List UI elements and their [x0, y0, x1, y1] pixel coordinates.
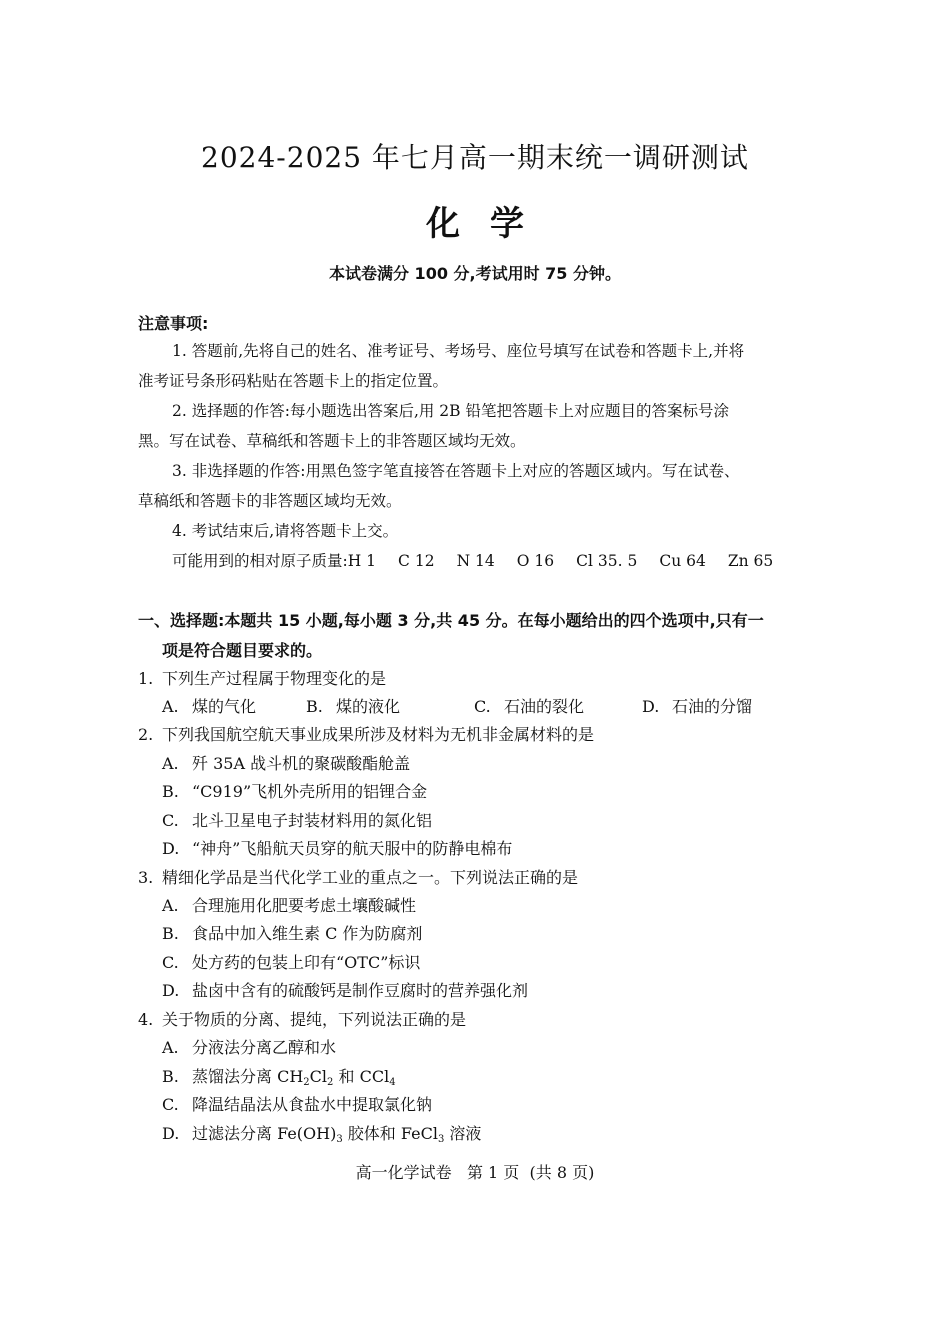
formula-subscript: 2 — [327, 1077, 334, 1088]
option-label: D. — [162, 981, 180, 1000]
formula-part: 和 CCl — [333, 1067, 390, 1086]
option-label: C. — [162, 811, 179, 830]
option — [642, 693, 752, 721]
formula-part: 蒸馏法分离 CH — [192, 1067, 304, 1086]
atomic-mass-line — [172, 546, 773, 576]
option — [162, 835, 512, 863]
question-number: 2. — [138, 725, 154, 744]
footer-page-number: 第 1 页 — [466, 1163, 520, 1182]
option — [162, 807, 432, 835]
option-text: 北斗卫星电子封装材料用的氮化铝 — [192, 811, 433, 830]
question-stem — [138, 665, 386, 693]
footer-page-total: (共 8 页) — [529, 1163, 595, 1182]
formula-part: 溶液 — [444, 1124, 482, 1143]
note-line: 黑。写在试卷、草稿纸和答题卡上的非答题区域均无效。 — [138, 432, 526, 450]
option — [162, 778, 427, 806]
atomic-mass-item: Zn 65 — [727, 552, 774, 570]
option-label: A. — [162, 697, 179, 716]
option-text: 歼 35A 战斗机的聚碳酸酯舱盖 — [192, 754, 411, 773]
option-label: B. — [162, 924, 179, 943]
note-item — [138, 336, 814, 396]
option — [162, 949, 420, 977]
note-item — [138, 456, 814, 516]
option-label: A. — [162, 896, 179, 915]
note-line: 2. 选择题的作答:每小题选出答案后,用 2B 铅笔把答题卡上对应题目的答案标号涂 — [172, 402, 729, 420]
atomic-mass-item: H 1 — [347, 552, 377, 570]
note-line: 草稿纸和答题卡的非答题区域均无效。 — [138, 492, 402, 510]
question-text: 精细化学品是当代化学工业的重点之一。下列说法正确的是 — [162, 868, 579, 887]
option-label: D. — [642, 697, 660, 716]
option-text: 分液法分离乙醇和水 — [192, 1038, 337, 1057]
note-line: 准考证号条形码粘贴在答题卡上的指定位置。 — [138, 372, 449, 390]
section-heading-line: 一、选择题:本题共 15 小题,每小题 3 分,共 45 分。在每小题给出的四个选项中,只有一 — [138, 611, 764, 630]
page-footer — [0, 1160, 950, 1183]
atomic-mass-item: Cl 35. 5 — [576, 552, 638, 570]
question-stem — [138, 864, 578, 892]
question-number: 4. — [138, 1010, 154, 1029]
option-text: 食品中加入维生素 C 作为防腐剂 — [192, 924, 423, 943]
option — [162, 892, 416, 920]
option-text: 处方药的包装上印有“OTC”标识 — [192, 953, 421, 972]
option-label: A. — [162, 754, 179, 773]
option-text: “C919”飞机外壳所用的铝锂合金 — [192, 782, 428, 801]
option-text — [192, 1067, 396, 1086]
option-label: C. — [162, 1095, 179, 1114]
atomic-mass-item: N 14 — [456, 552, 495, 570]
option — [162, 920, 422, 948]
formula-subscript: 2 — [303, 1077, 310, 1088]
option-text: 煤的气化 — [192, 697, 257, 716]
option-text: “神舟”飞船航天员穿的航天服中的防静电棉布 — [192, 839, 513, 858]
formula-part: 过滤法分离 Fe(OH) — [192, 1124, 337, 1143]
question-number: 1. — [138, 669, 154, 688]
note-line: 3. 非选择题的作答:用黑色签字笔直接答在答题卡上对应的答题区域内。写在试卷、 — [172, 462, 740, 480]
option-text: 石油的分馏 — [672, 697, 753, 716]
option — [162, 693, 256, 721]
question-text: 下列生产过程属于物理变化的是 — [162, 669, 387, 688]
section-heading-line: 项是符合题目要求的。 — [162, 641, 323, 660]
question-text: 关于物质的分离、提纯，下列说法正确的是 — [162, 1010, 467, 1029]
formula-subscript: 4 — [389, 1077, 396, 1088]
option-label: D. — [162, 1124, 180, 1143]
note-item — [138, 396, 814, 456]
option-label: B. — [306, 697, 323, 716]
question-stem — [138, 721, 594, 749]
option — [162, 1034, 336, 1062]
option — [162, 1120, 481, 1148]
formula-subscript: 3 — [437, 1134, 445, 1145]
section-heading — [138, 606, 818, 666]
option-label: A. — [162, 1038, 179, 1057]
option — [306, 693, 400, 721]
question-number: 3. — [138, 868, 154, 887]
atomic-mass-label: 可能用到的相对原子质量: — [172, 552, 348, 570]
note-line: 4. 考试结束后,请将答题卡上交。 — [172, 522, 399, 540]
option-label: C. — [162, 953, 179, 972]
formula-part: Cl — [309, 1067, 328, 1086]
note-line: 1. 答题前,先将自己的姓名、准考证号、考场号、座位号填写在试卷和答题卡上,并将 — [172, 342, 745, 360]
option-label: C. — [474, 697, 491, 716]
formula-part: 胶体和 FeCl — [342, 1124, 438, 1143]
option — [162, 1091, 432, 1119]
option — [162, 1063, 396, 1091]
atomic-mass-item: O 16 — [516, 552, 555, 570]
option — [162, 750, 410, 778]
option-label: B. — [162, 782, 179, 801]
formula-subscript: 3 — [336, 1134, 343, 1145]
exam-intro: 本试卷满分 100 分,考试用时 75 分钟。 — [328, 264, 622, 283]
option-text: 降温结晶法从食盐水中提取氯化钠 — [192, 1095, 433, 1114]
atomic-mass-item: Cu 64 — [659, 552, 706, 570]
footer-title: 高一化学试卷 — [355, 1163, 452, 1182]
option-text: 煤的液化 — [336, 697, 401, 716]
exam-title: 2024-2025 年七月高一期末统一调研测试 — [201, 141, 749, 174]
option-label: D. — [162, 839, 180, 858]
question-stem — [138, 1006, 466, 1034]
subject-title: 化学 — [426, 204, 554, 244]
notes-heading: 注意事项: — [138, 314, 209, 333]
option — [162, 977, 528, 1005]
option-text: 盐卤中含有的硫酸钙是制作豆腐时的营养强化剂 — [192, 981, 529, 1000]
question-text: 下列我国航空航天事业成果所涉及材料为无机非金属材料的是 — [162, 725, 595, 744]
option-label: B. — [162, 1067, 179, 1086]
option-text: 合理施用化肥要考虑土壤酸碱性 — [192, 896, 417, 915]
option-text — [192, 1124, 481, 1143]
atomic-mass-item: C 12 — [398, 552, 435, 570]
option-text: 石油的裂化 — [504, 697, 585, 716]
note-item — [138, 516, 814, 546]
option — [474, 693, 584, 721]
